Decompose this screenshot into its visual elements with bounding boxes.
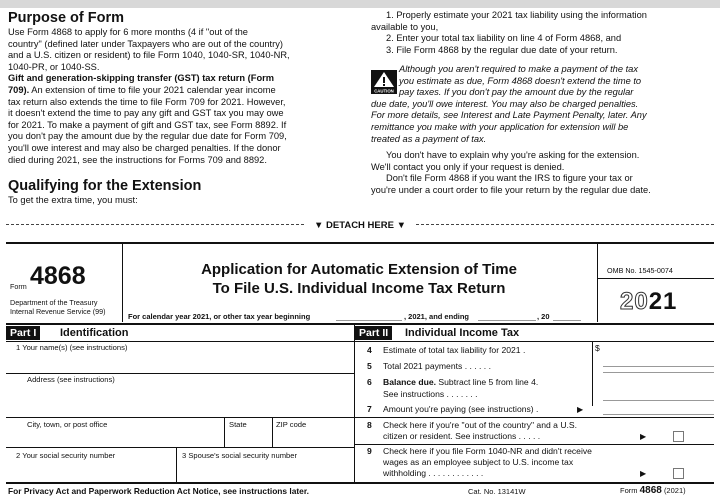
divider bbox=[597, 244, 598, 322]
text-line: died during 2021, see the instructions for Forms 709 and 8892. bbox=[8, 154, 267, 165]
form-word: Form bbox=[10, 282, 27, 291]
divider bbox=[224, 418, 225, 447]
ssn-label: 2 Your social security number bbox=[16, 451, 116, 460]
spouse-ssn-label: 3 Spouse's social security number bbox=[182, 451, 297, 460]
title-line: Application for Automatic Extension of Time bbox=[201, 261, 517, 278]
top-band bbox=[0, 0, 720, 8]
dollar-sign: $ bbox=[595, 343, 600, 353]
address-field[interactable] bbox=[14, 386, 350, 416]
detach-label-wrap bbox=[0, 215, 720, 233]
part2-tag: Part II bbox=[355, 326, 392, 340]
text-line: you'll owe interest and may also be charged penalties. If the donor bbox=[8, 142, 281, 153]
line7-number: 7 bbox=[367, 404, 372, 414]
line6-number: 6 bbox=[367, 377, 372, 387]
divider bbox=[272, 418, 273, 447]
text-line: Use Form 4868 to apply for 6 more months (4 if "out of the bbox=[8, 27, 248, 37]
text-line: it doesn't extend the time to pay any gift and GST tax you may owe bbox=[8, 108, 284, 119]
omb-number: OMB No. 1545-0074 bbox=[607, 266, 673, 275]
footer-form-word: Form bbox=[620, 486, 638, 495]
line4-number: 4 bbox=[367, 345, 372, 355]
rule bbox=[6, 447, 354, 448]
text-line: you don't pay the amount due by the regular due date for Form 709, bbox=[8, 131, 287, 142]
rule bbox=[355, 417, 714, 418]
list-item: 1. Properly estimate your 2021 tax liability using the information bbox=[386, 10, 647, 20]
line8-number: 8 bbox=[367, 420, 372, 430]
arrow-icon: ▶ bbox=[577, 405, 584, 414]
text-line: treated as a payment of tax. bbox=[371, 133, 487, 144]
footer-rule bbox=[6, 482, 714, 484]
header-rule bbox=[6, 323, 714, 325]
cat-number: Cat. No. 13141W bbox=[468, 487, 526, 496]
line8-label-cont: citizen or resident. See instructions . . . . . bbox=[383, 431, 541, 441]
arrow-icon: ▶ bbox=[640, 432, 647, 441]
line9-checkbox[interactable] bbox=[673, 468, 684, 479]
part2-title: Individual Income Tax bbox=[405, 327, 520, 339]
text-line: Although you aren't required to make a payment of the tax bbox=[399, 64, 638, 74]
line5-number: 5 bbox=[367, 361, 372, 371]
text-line: An extension of time to file your 2021 calendar year income bbox=[29, 84, 276, 95]
end-year-field[interactable] bbox=[553, 320, 581, 321]
line7-amount-field[interactable] bbox=[603, 414, 714, 415]
amount-divider bbox=[592, 342, 593, 406]
text-line: and a U.S. citizen or resident) to file Form 1040, 1040-SR, 1040-NR, bbox=[8, 50, 290, 61]
tax-year bbox=[620, 288, 677, 316]
line9-label-cont: wages as an employee subject to U.S. income tax bbox=[383, 457, 574, 467]
end-date-field[interactable] bbox=[478, 320, 536, 321]
state-field[interactable] bbox=[226, 430, 270, 445]
calendar-mid: , 2021, and ending bbox=[404, 312, 470, 321]
form-number: 4868 bbox=[30, 262, 86, 290]
address-label: Address (see instructions) bbox=[27, 375, 115, 384]
heading-purpose: Purpose of Form bbox=[8, 10, 125, 26]
caution-label: CAUTION bbox=[374, 88, 394, 94]
line9-number: 9 bbox=[367, 446, 372, 456]
city-label: City, town, or post office bbox=[27, 420, 108, 429]
footer-year: (2021) bbox=[663, 486, 686, 495]
steps-list bbox=[371, 10, 716, 56]
line4-label: Estimate of total tax liability for 2021 . bbox=[383, 345, 526, 355]
zip-label: ZIP code bbox=[276, 420, 307, 429]
gst-heading-end: 709). bbox=[8, 84, 30, 95]
footer-form-number: 4868 bbox=[639, 485, 662, 496]
text-line: We'll contact you only if your request is denied. bbox=[371, 161, 565, 172]
text-line: You don't have to explain why you're asking for the extension. bbox=[386, 150, 640, 160]
text-line: Don't file Form 4868 if you want the IRS to figure your tax or bbox=[386, 173, 633, 184]
line5-amount-field[interactable] bbox=[603, 372, 714, 373]
dept-line: Department of the Treasury bbox=[10, 298, 98, 307]
ssn-field[interactable] bbox=[14, 462, 174, 480]
footer-form bbox=[620, 485, 686, 496]
calendar-end: , 20 bbox=[537, 312, 550, 321]
begin-date-field[interactable] bbox=[336, 320, 402, 321]
form-title bbox=[124, 260, 594, 298]
dept-line: Internal Revenue Service (99) bbox=[10, 306, 106, 316]
list-item: available to you, bbox=[371, 21, 439, 32]
text-line: you're under a court order to file your return by the regular due date. bbox=[371, 184, 651, 195]
heading-qualifying: Qualifying for the Extension bbox=[8, 178, 202, 194]
list-item: 3. File Form 4868 by the regular due date of your return. bbox=[386, 44, 618, 55]
line8-label: Check here if you're "out of the country" and a U.S. bbox=[383, 420, 578, 430]
name-label: 1 Your name(s) (see instructions) bbox=[16, 343, 128, 352]
text-line: country" (defined later under Taxpayers who are out of the country) bbox=[8, 38, 283, 49]
part1-tag: Part I bbox=[6, 326, 40, 340]
state-label: State bbox=[229, 420, 247, 429]
line6-amount-field[interactable] bbox=[603, 400, 714, 401]
line9-label: Check here if you file Form 1040-NR and didn't receive bbox=[383, 446, 592, 456]
line6-bold: Balance due. bbox=[383, 377, 437, 387]
text-line: pay taxes. If you don't pay the amount due by the regular bbox=[399, 87, 634, 98]
detach-label: ▼ DETACH HERE ▼ bbox=[306, 220, 414, 231]
text-line: For more details, see Interest and Late Payment Penalty, later. Any bbox=[371, 110, 647, 121]
title-line: To File U.S. Individual Income Tax Return bbox=[212, 280, 506, 297]
privacy-notice: For Privacy Act and Paperwork Reduction Act Notice, see instructions later. bbox=[8, 486, 309, 496]
line6-text: Subtract line 5 from line 4. bbox=[436, 377, 539, 387]
arrow-icon: ▶ bbox=[640, 469, 647, 478]
part1-title: Identification bbox=[60, 327, 129, 339]
department bbox=[10, 299, 105, 316]
text-line: due date, you'll owe interest. You may also be charged penalties. bbox=[371, 98, 639, 109]
explain-paragraph bbox=[371, 150, 716, 196]
year-suffix: 21 bbox=[648, 288, 678, 315]
caution-paragraph bbox=[371, 64, 716, 145]
line6-label-cont: See instructions . . . . . . . bbox=[383, 389, 478, 399]
line7-label: Amount you're paying (see instructions) . bbox=[383, 404, 539, 414]
line9-label-end: withholding . . . . . . . . . . . . bbox=[383, 468, 484, 478]
text-line: 1040-PR, or 1040-SS. bbox=[8, 61, 100, 72]
rule bbox=[6, 417, 354, 418]
gst-heading: Gift and generation-skipping transfer (GST) tax return (Form bbox=[8, 73, 275, 84]
part-divider bbox=[354, 324, 355, 483]
name-field[interactable] bbox=[14, 352, 350, 372]
year-prefix: 20 bbox=[620, 288, 649, 315]
city-field[interactable] bbox=[14, 430, 220, 445]
calendar-line bbox=[128, 312, 310, 321]
text-line: for 2021. To make a payment of gift and GST tax, see Form 8892. If bbox=[8, 119, 287, 130]
zip-field[interactable] bbox=[274, 430, 352, 445]
purpose-paragraph bbox=[8, 27, 358, 166]
line8-checkbox[interactable] bbox=[673, 431, 684, 442]
line5-label: Total 2021 payments . . . . . . bbox=[383, 361, 491, 371]
rule bbox=[355, 341, 714, 342]
rule bbox=[6, 373, 354, 374]
qualifying-text: To get the extra time, you must: bbox=[8, 195, 138, 205]
text-line: remittance you make with your application for extension will be bbox=[371, 121, 629, 132]
rule bbox=[6, 341, 354, 342]
omb-rule bbox=[598, 278, 714, 279]
line6-label bbox=[383, 377, 538, 388]
list-item: 2. Enter your total tax liability on line 4 of Form 4868, and bbox=[386, 33, 622, 44]
rule bbox=[355, 444, 714, 445]
calendar-label: For calendar year 2021, or other tax year beginning bbox=[128, 312, 311, 321]
divider bbox=[122, 244, 123, 322]
line4-amount-field[interactable] bbox=[603, 356, 714, 367]
divider bbox=[176, 448, 177, 483]
text-line: you estimate as due, Form 4868 doesn't extend the time to bbox=[399, 75, 642, 86]
text-line: tax return also extends the time to file Form 709 for 2021. However, bbox=[8, 96, 286, 107]
form-top-rule bbox=[6, 242, 714, 244]
spouse-ssn-field[interactable] bbox=[180, 462, 350, 480]
